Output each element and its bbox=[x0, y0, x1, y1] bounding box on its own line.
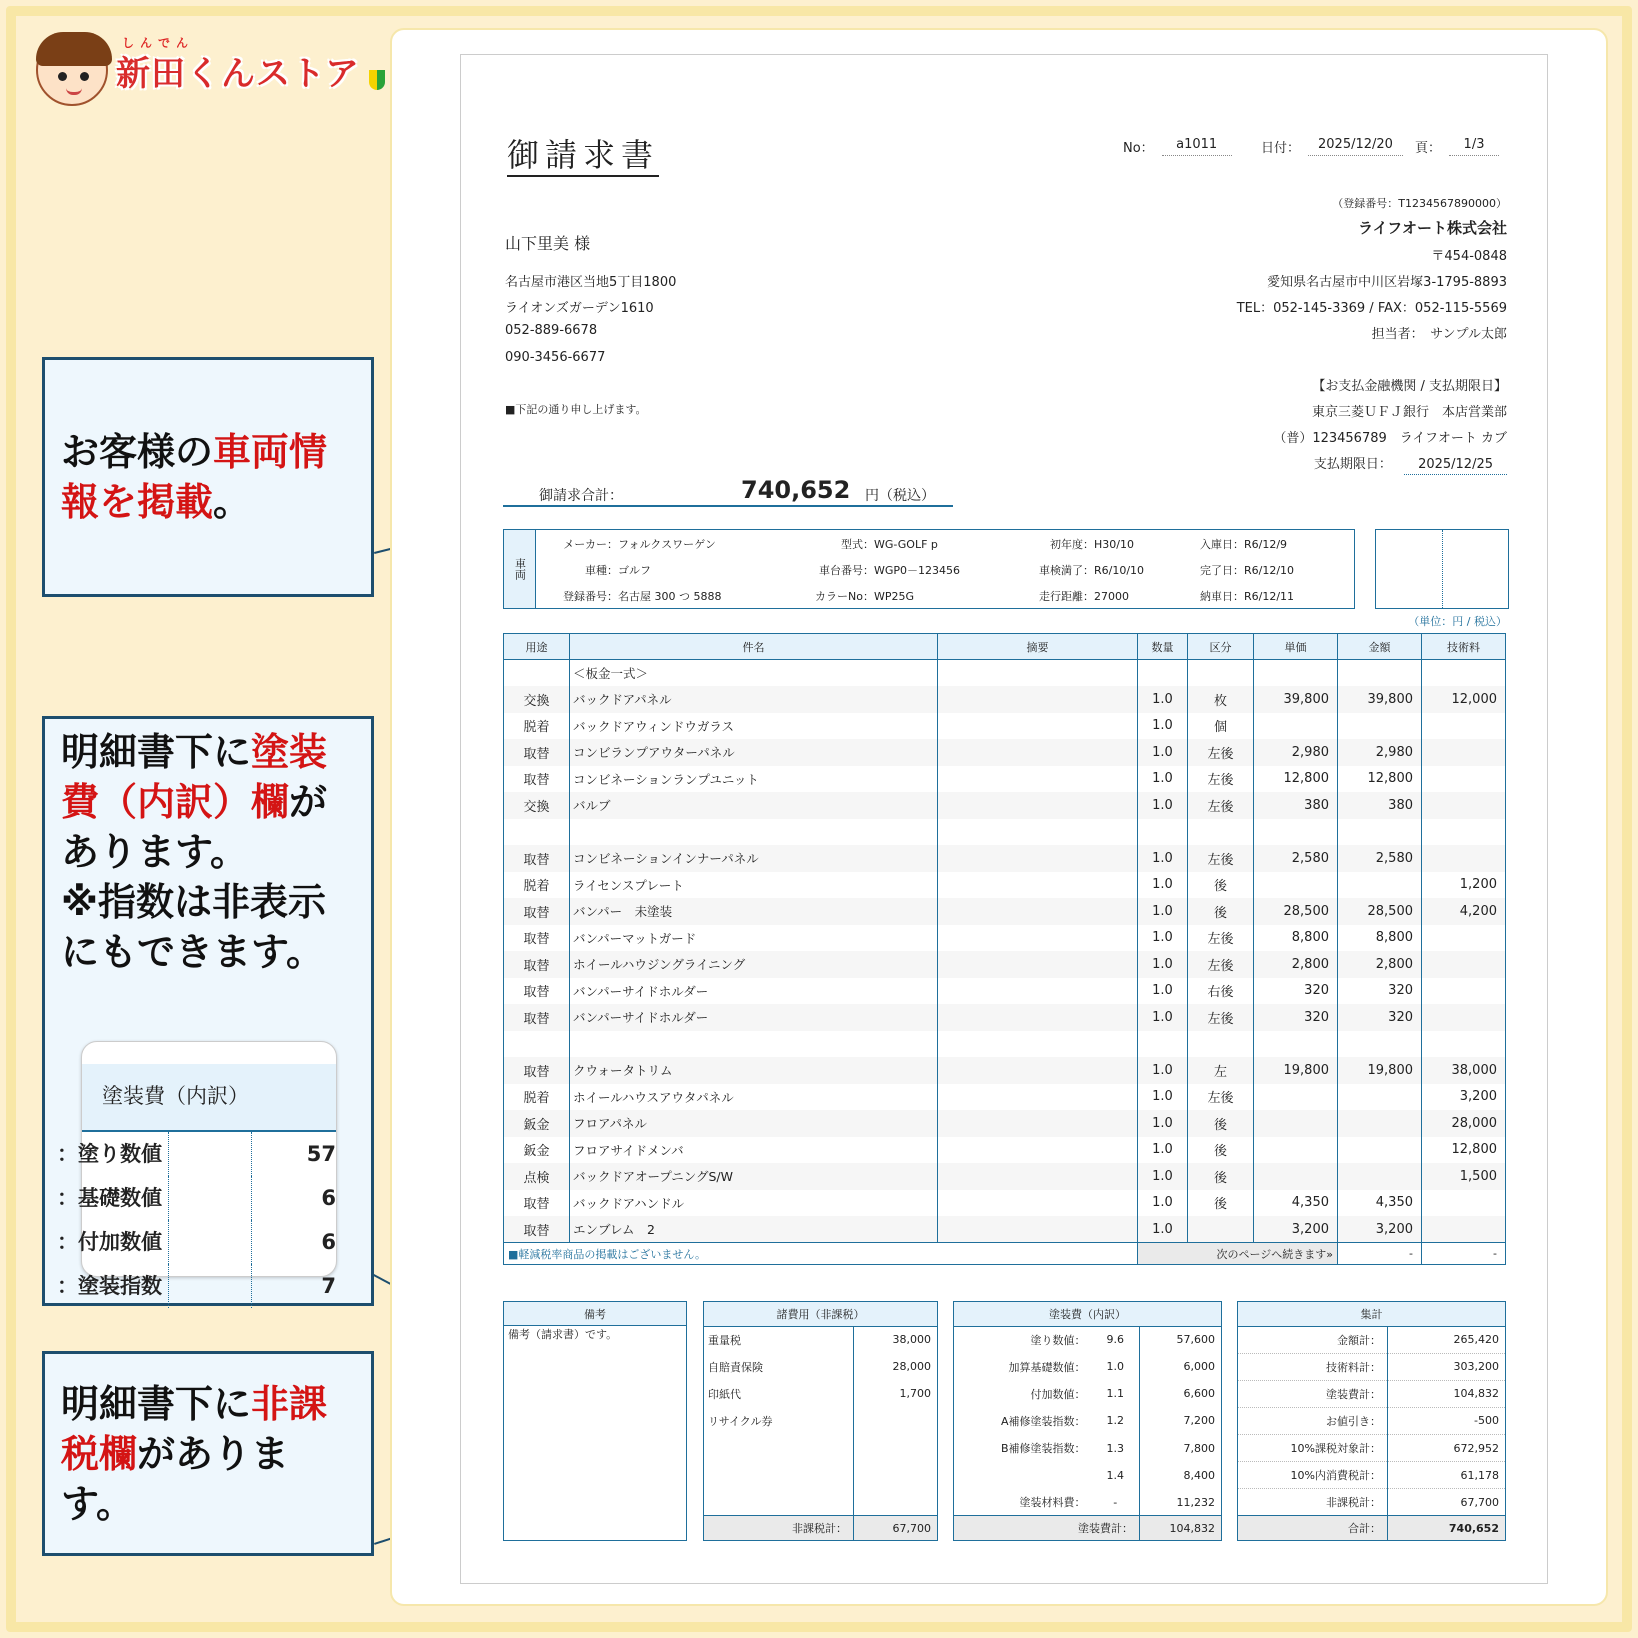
cell: 3,200 bbox=[1338, 1216, 1422, 1243]
col-category: 区分 bbox=[1188, 634, 1254, 660]
table-row bbox=[504, 660, 1506, 687]
cell bbox=[1188, 660, 1254, 687]
cell bbox=[1422, 978, 1506, 1005]
cell: 380 bbox=[1338, 792, 1422, 819]
cell bbox=[1422, 739, 1506, 766]
cell: 2,980 bbox=[1254, 739, 1338, 766]
cell bbox=[1422, 1216, 1506, 1243]
paint-row: A補修塗装指数： 1.2 7,200 bbox=[954, 1407, 1222, 1434]
cell bbox=[1188, 1031, 1254, 1058]
cell: 1.0 bbox=[1138, 1163, 1188, 1190]
cell: 12,000 bbox=[1422, 686, 1506, 713]
cell: 左後 bbox=[1188, 925, 1254, 952]
cell bbox=[1254, 660, 1338, 687]
cell bbox=[938, 686, 1138, 713]
company-name: ライフオート株式会社 bbox=[1358, 219, 1507, 237]
cell: 1.0 bbox=[1138, 1084, 1188, 1111]
summary-row: 技術料計： 303,200 bbox=[1238, 1353, 1506, 1380]
col-usage: 用途 bbox=[504, 634, 570, 660]
invoice-title: 御請求書 bbox=[507, 135, 659, 177]
cell bbox=[938, 951, 1138, 978]
paint-title: 塗装費（内訳） bbox=[954, 1302, 1222, 1327]
cell bbox=[938, 845, 1138, 872]
cell: 320 bbox=[1338, 978, 1422, 1005]
cell bbox=[938, 660, 1138, 687]
cell: 2,580 bbox=[1338, 845, 1422, 872]
cell bbox=[1138, 660, 1188, 687]
cell: クウォータトリム bbox=[570, 1057, 938, 1084]
customer-address1: 名古屋市港区当地5丁目1800 bbox=[505, 275, 677, 290]
company-tel-fax: TEL：052-145-3369 / FAX：052-115-5569 bbox=[1236, 301, 1507, 316]
cell: 1.0 bbox=[1138, 898, 1188, 925]
cell: 取替 bbox=[504, 925, 570, 952]
summary-row: 10%内消費税計： 61,178 bbox=[1238, 1462, 1506, 1489]
cell bbox=[938, 766, 1138, 793]
cell: 3,200 bbox=[1422, 1084, 1506, 1111]
cell: 取替 bbox=[504, 898, 570, 925]
cell: 1.0 bbox=[1138, 978, 1188, 1005]
cell: 3,200 bbox=[1254, 1216, 1338, 1243]
cell bbox=[1422, 766, 1506, 793]
cell: 左後 bbox=[1188, 1084, 1254, 1111]
remarks-box bbox=[503, 1301, 687, 1541]
table-row bbox=[504, 872, 1506, 899]
cell bbox=[504, 1031, 570, 1058]
paint-breakdown-box: 塗装費（内訳） 塗り数値： 9.6 57,600 加算基礎数値： 1.0 6,000 付加数値： 1.1 6,600 A補修塗装指数： 1.2 7,200 B補修塗装指数： 1.3 7,800 1.4 8,400 塗装材料費： - 11,232 塗装費計： 104,832 bbox=[953, 1301, 1222, 1541]
cell bbox=[1422, 660, 1506, 687]
cell: 右後 bbox=[1188, 978, 1254, 1005]
cell bbox=[1422, 1004, 1506, 1031]
cell: 左後 bbox=[1188, 951, 1254, 978]
paint-row: B補修塗装指数： 1.3 7,800 bbox=[954, 1435, 1222, 1462]
vehicle-label: 車両 bbox=[504, 530, 536, 608]
col-unit-price: 単価 bbox=[1254, 634, 1338, 660]
cell: コンビネーションインナーパネル bbox=[570, 845, 938, 872]
table-footer: ■軽減税率商品の掲載はございません。 次のページへ続きます» - - bbox=[504, 1243, 1506, 1265]
cell bbox=[1254, 1084, 1338, 1111]
cell bbox=[1338, 713, 1422, 740]
cell: 後 bbox=[1188, 1137, 1254, 1164]
cell: 脱着 bbox=[504, 872, 570, 899]
cell: 4,350 bbox=[1338, 1190, 1422, 1217]
company-zip: 〒454-0848 bbox=[1431, 249, 1507, 264]
cell: 交換 bbox=[504, 792, 570, 819]
cell: バルブ bbox=[570, 792, 938, 819]
cell: 2,800 bbox=[1338, 951, 1422, 978]
cell bbox=[938, 1004, 1138, 1031]
cell: 取替 bbox=[504, 845, 570, 872]
cell: 4,200 bbox=[1422, 898, 1506, 925]
cell bbox=[1422, 819, 1506, 846]
grand-total: 740,652 bbox=[1388, 1516, 1506, 1541]
invoice-page: 頁： 1/3 bbox=[1415, 137, 1499, 156]
cell: コンビネーションランプユニット bbox=[570, 766, 938, 793]
cell: 枚 bbox=[1188, 686, 1254, 713]
cell bbox=[1338, 660, 1422, 687]
fees-title: 諸費用（非課税） bbox=[704, 1302, 938, 1327]
table-row bbox=[504, 686, 1506, 713]
cell bbox=[938, 1084, 1138, 1111]
cell bbox=[938, 1190, 1138, 1217]
table-row bbox=[504, 1163, 1506, 1190]
cell: 28,500 bbox=[1338, 898, 1422, 925]
callout-paint-breakdown: 明細書下に塗装 費（内訳）欄が あります。 ※指数は非表示 にもできます。 塗装費（内訳） 塗り数値： 57 基礎数値： 6 付加数値： 6 塗装指数： 7 bbox=[42, 716, 374, 1306]
table-row bbox=[504, 819, 1506, 846]
cell: エンブレム 2 bbox=[570, 1216, 938, 1243]
cell: 取替 bbox=[504, 766, 570, 793]
table-row bbox=[504, 1004, 1506, 1031]
due-date: 支払期限日： 2025/12/25 bbox=[1314, 453, 1507, 475]
cell bbox=[938, 1216, 1138, 1243]
table-row bbox=[504, 713, 1506, 740]
table-row bbox=[504, 951, 1506, 978]
cell: 1.0 bbox=[1138, 1216, 1188, 1243]
cell bbox=[938, 819, 1138, 846]
company-staff: 担当者： サンプル太郎 bbox=[1371, 327, 1507, 342]
callout-vehicle-info: お客様の車両情報を掲載。 bbox=[42, 357, 374, 597]
cell bbox=[938, 792, 1138, 819]
paint-breakdown-preview: 塗装費（内訳） 塗り数値： 57 基礎数値： 6 付加数値： 6 塗装指数： 7 bbox=[81, 1041, 337, 1277]
table-header bbox=[504, 634, 1506, 660]
cell: 39,800 bbox=[1338, 686, 1422, 713]
cell: 12,800 bbox=[1422, 1137, 1506, 1164]
cell: 取替 bbox=[504, 978, 570, 1005]
table-row bbox=[504, 1057, 1506, 1084]
cell bbox=[938, 1057, 1138, 1084]
cell: 38,000 bbox=[1422, 1057, 1506, 1084]
company-address: 愛知県名古屋市中川区岩塚3-1795-8893 bbox=[1267, 275, 1507, 290]
cell bbox=[938, 713, 1138, 740]
logo-ruby: しんでん bbox=[122, 35, 195, 50]
col-amount: 金額 bbox=[1338, 634, 1422, 660]
cell bbox=[938, 978, 1138, 1005]
bank-name: 東京三菱ＵＦＪ銀行 本店営業部 bbox=[1311, 405, 1507, 420]
summary-title: 集計 bbox=[1238, 1302, 1506, 1327]
cell bbox=[1138, 819, 1188, 846]
cell bbox=[938, 1163, 1138, 1190]
tax-note: ■軽減税率商品の掲載はございません。 bbox=[504, 1243, 1138, 1265]
cell bbox=[938, 872, 1138, 899]
bank-title: 【お支払金融機関 / 支払期限日】 bbox=[1312, 379, 1507, 394]
paint-row: 付加数値： 1.1 6,600 bbox=[954, 1380, 1222, 1407]
cell: 後 bbox=[1188, 1163, 1254, 1190]
cell bbox=[1422, 792, 1506, 819]
cell: 取替 bbox=[504, 951, 570, 978]
cell: 1.0 bbox=[1138, 1190, 1188, 1217]
fees-box: 諸費用（非課税） 重量税 38,000 自賠責保険 28,000 印紙代 1,700 リサイクル券 非課税計： 67,700 bbox=[703, 1301, 938, 1541]
cell bbox=[1254, 1031, 1338, 1058]
cell: 28,000 bbox=[1422, 1110, 1506, 1137]
invoice-total-amount: 740,652 bbox=[741, 476, 851, 504]
store-logo bbox=[36, 34, 385, 106]
cell bbox=[1254, 1110, 1338, 1137]
vehicle-info-box: 車両 メーカー：フォルクスワーゲン 車種：ゴルフ 登録番号：名古屋 300 つ 5888 型式：WG-GOLF p 車台番号：WGP0－123456 カラーNo：WP25G 初年度：H30/10 車検満了：R6/10/10 走行距離：27000 入庫日：R6/12/9 完了日：R6/12/10 納車日：R6/12/11 bbox=[503, 529, 1355, 609]
cell: 鈑金 bbox=[504, 1137, 570, 1164]
cell: 1.0 bbox=[1138, 792, 1188, 819]
cell: 1.0 bbox=[1138, 686, 1188, 713]
cell bbox=[1422, 1190, 1506, 1217]
continue-note: 次のページへ続きます» bbox=[1138, 1243, 1338, 1265]
cell bbox=[570, 1031, 938, 1058]
cell: 380 bbox=[1254, 792, 1338, 819]
cell: 左後 bbox=[1188, 792, 1254, 819]
table-row bbox=[504, 978, 1506, 1005]
cell: 1.0 bbox=[1138, 1137, 1188, 1164]
cell: 320 bbox=[1254, 1004, 1338, 1031]
cell bbox=[570, 819, 938, 846]
cell: 2,800 bbox=[1254, 951, 1338, 978]
invoice-no: No： a1011 bbox=[1123, 137, 1232, 156]
table-row bbox=[504, 1137, 1506, 1164]
remarks-title: 備考 bbox=[504, 1302, 687, 1326]
cell bbox=[1188, 1216, 1254, 1243]
summary-row: 塗装費計： 104,832 bbox=[1238, 1380, 1506, 1407]
cell bbox=[1422, 951, 1506, 978]
cell: 交換 bbox=[504, 686, 570, 713]
cell bbox=[1188, 819, 1254, 846]
cell: 後 bbox=[1188, 898, 1254, 925]
cell: 1.0 bbox=[1138, 1004, 1188, 1031]
cell: 1,500 bbox=[1422, 1163, 1506, 1190]
summary-box: 集計 金額計： 265,420 技術料計： 303,200 塗装費計： 104,832 お値引き： -500 10%課税対象計： 672,952 10%内消費税計： 61,178 非課税計： 67,700 合計： 740,652 bbox=[1237, 1301, 1506, 1541]
cell: 左 bbox=[1188, 1057, 1254, 1084]
intro-text: ■下記の通り申し上げます。 bbox=[505, 403, 647, 416]
cell bbox=[1338, 872, 1422, 899]
customer-tel2: 090-3456-6677 bbox=[505, 350, 606, 365]
cell: 4,350 bbox=[1254, 1190, 1338, 1217]
cell: 8,800 bbox=[1254, 925, 1338, 952]
cell bbox=[1138, 1031, 1188, 1058]
summary-row: 金額計： 265,420 bbox=[1238, 1326, 1506, 1353]
cell bbox=[1338, 819, 1422, 846]
remarks-text: 備考（請求書）です。 bbox=[508, 1328, 618, 1342]
cell: ライセンスプレート bbox=[570, 872, 938, 899]
table-row bbox=[504, 1084, 1506, 1111]
col-item: 件名 bbox=[570, 634, 938, 660]
cell: バックドアパネル bbox=[570, 686, 938, 713]
table-row bbox=[504, 1031, 1506, 1058]
cell: 脱着 bbox=[504, 713, 570, 740]
cell bbox=[1422, 1031, 1506, 1058]
unit-note: （単位：円 / 税込） bbox=[1408, 615, 1507, 628]
cell bbox=[1254, 1137, 1338, 1164]
cell bbox=[1338, 1110, 1422, 1137]
cell: コンビランプアウターパネル bbox=[570, 739, 938, 766]
cell: 28,500 bbox=[1254, 898, 1338, 925]
cell: バンパー 未塗装 bbox=[570, 898, 938, 925]
paint-row: 塗り数値： 9.6 57,600 bbox=[954, 1326, 1222, 1353]
invoice-total: 御請求合計： 740,652 円（税込） bbox=[503, 477, 953, 507]
document-panel bbox=[390, 28, 1608, 1606]
cell: 後 bbox=[1188, 1190, 1254, 1217]
cell: 脱着 bbox=[504, 1084, 570, 1111]
cell: 1.0 bbox=[1138, 925, 1188, 952]
cell: 取替 bbox=[504, 1057, 570, 1084]
cell: 取替 bbox=[504, 1190, 570, 1217]
cell: 取替 bbox=[504, 1216, 570, 1243]
cell: バンパーサイドホルダー bbox=[570, 978, 938, 1005]
cell: 39,800 bbox=[1254, 686, 1338, 713]
cell: バックドアウィンドウガラス bbox=[570, 713, 938, 740]
table-row bbox=[504, 925, 1506, 952]
cell bbox=[1422, 713, 1506, 740]
line-items-table bbox=[503, 633, 1506, 1265]
registration-number: （登録番号：T1234567890000） bbox=[1332, 197, 1507, 210]
cell bbox=[1254, 872, 1338, 899]
cell: バンパーマットガード bbox=[570, 925, 938, 952]
cell: 1.0 bbox=[1138, 872, 1188, 899]
table-row bbox=[504, 739, 1506, 766]
cell bbox=[1254, 1163, 1338, 1190]
paint-row: 1.4 8,400 bbox=[954, 1462, 1222, 1489]
cell: バックドアオープニングS/W bbox=[570, 1163, 938, 1190]
table-row bbox=[504, 898, 1506, 925]
cell: 8,800 bbox=[1338, 925, 1422, 952]
cell: 個 bbox=[1188, 713, 1254, 740]
customer-tel1: 052-889-6678 bbox=[505, 323, 598, 338]
cell: 点検 bbox=[504, 1163, 570, 1190]
cell: 320 bbox=[1338, 1004, 1422, 1031]
cell: 1.0 bbox=[1138, 951, 1188, 978]
col-summary: 摘要 bbox=[938, 634, 1138, 660]
cell: ホイールハウジングライニング bbox=[570, 951, 938, 978]
cell bbox=[504, 660, 570, 687]
cell: 12,800 bbox=[1254, 766, 1338, 793]
cell bbox=[1338, 1031, 1422, 1058]
cell: 2,980 bbox=[1338, 739, 1422, 766]
logo-text: 新田くんストア bbox=[116, 53, 360, 94]
cell bbox=[1422, 845, 1506, 872]
cell bbox=[938, 1137, 1138, 1164]
cell: 左後 bbox=[1188, 1004, 1254, 1031]
cell: 2,580 bbox=[1254, 845, 1338, 872]
summary-row: 非課税計： 67,700 bbox=[1238, 1489, 1506, 1516]
cell bbox=[938, 925, 1138, 952]
table-row bbox=[504, 1190, 1506, 1217]
paint-row: 塗装材料費： - 11,232 bbox=[954, 1489, 1222, 1516]
table-row bbox=[504, 845, 1506, 872]
cell: 19,800 bbox=[1254, 1057, 1338, 1084]
paint-row: 加算基礎数値： 1.0 6,000 bbox=[954, 1353, 1222, 1380]
cell: 1.0 bbox=[1138, 713, 1188, 740]
stamp-box bbox=[1375, 529, 1509, 609]
mini-title: 塗装費（内訳） bbox=[82, 1064, 336, 1132]
cell: 19,800 bbox=[1338, 1057, 1422, 1084]
col-qty: 数量 bbox=[1138, 634, 1188, 660]
cell: 左後 bbox=[1188, 766, 1254, 793]
table-row bbox=[504, 766, 1506, 793]
cell: 12,800 bbox=[1338, 766, 1422, 793]
cell: 320 bbox=[1254, 978, 1338, 1005]
invoice-paper bbox=[460, 54, 1548, 1584]
cell: フロアサイドメンバ bbox=[570, 1137, 938, 1164]
cell: ＜板金一式＞ bbox=[570, 660, 938, 687]
callout-tax-exempt: 明細書下に非課税欄があります。 bbox=[42, 1351, 374, 1556]
cell bbox=[1338, 1084, 1422, 1111]
beginner-mark-icon bbox=[369, 70, 385, 90]
cell bbox=[504, 819, 570, 846]
cell: 1.0 bbox=[1138, 845, 1188, 872]
cell: 取替 bbox=[504, 739, 570, 766]
cell bbox=[938, 1110, 1138, 1137]
boy-face-icon bbox=[36, 34, 108, 106]
cell bbox=[938, 898, 1138, 925]
customer-name: 山下里美 様 bbox=[505, 234, 591, 253]
cell bbox=[1422, 925, 1506, 952]
cell bbox=[938, 1031, 1138, 1058]
cell: ホイールハウスアウタパネル bbox=[570, 1084, 938, 1111]
customer-address2: ライオンズガーデン1610 bbox=[505, 301, 654, 316]
invoice-date: 日付： 2025/12/20 bbox=[1261, 137, 1403, 156]
cell: 取替 bbox=[504, 1004, 570, 1031]
bank-account: （普）123456789 ライフオート カブ bbox=[1273, 431, 1507, 446]
cell: 1,200 bbox=[1422, 872, 1506, 899]
table-row bbox=[504, 1216, 1506, 1243]
cell: 左後 bbox=[1188, 739, 1254, 766]
cell: 左後 bbox=[1188, 845, 1254, 872]
cell: 1.0 bbox=[1138, 739, 1188, 766]
col-labor: 技術料 bbox=[1422, 634, 1506, 660]
cell bbox=[1338, 1163, 1422, 1190]
cell: 後 bbox=[1188, 1110, 1254, 1137]
summary-row: 10%課税対象計： 672,952 bbox=[1238, 1435, 1506, 1462]
cell: 1.0 bbox=[1138, 1057, 1188, 1084]
table-row bbox=[504, 792, 1506, 819]
cell: バックドアハンドル bbox=[570, 1190, 938, 1217]
cell: 1.0 bbox=[1138, 766, 1188, 793]
cell bbox=[1338, 1137, 1422, 1164]
cell: 後 bbox=[1188, 872, 1254, 899]
table-row bbox=[504, 1110, 1506, 1137]
summary-row: お値引き： -500 bbox=[1238, 1407, 1506, 1434]
cell: バンパーサイドホルダー bbox=[570, 1004, 938, 1031]
cell bbox=[1254, 713, 1338, 740]
cell: 鈑金 bbox=[504, 1110, 570, 1137]
cell: 1.0 bbox=[1138, 1110, 1188, 1137]
cell bbox=[1254, 819, 1338, 846]
cell: フロアパネル bbox=[570, 1110, 938, 1137]
cell bbox=[938, 739, 1138, 766]
